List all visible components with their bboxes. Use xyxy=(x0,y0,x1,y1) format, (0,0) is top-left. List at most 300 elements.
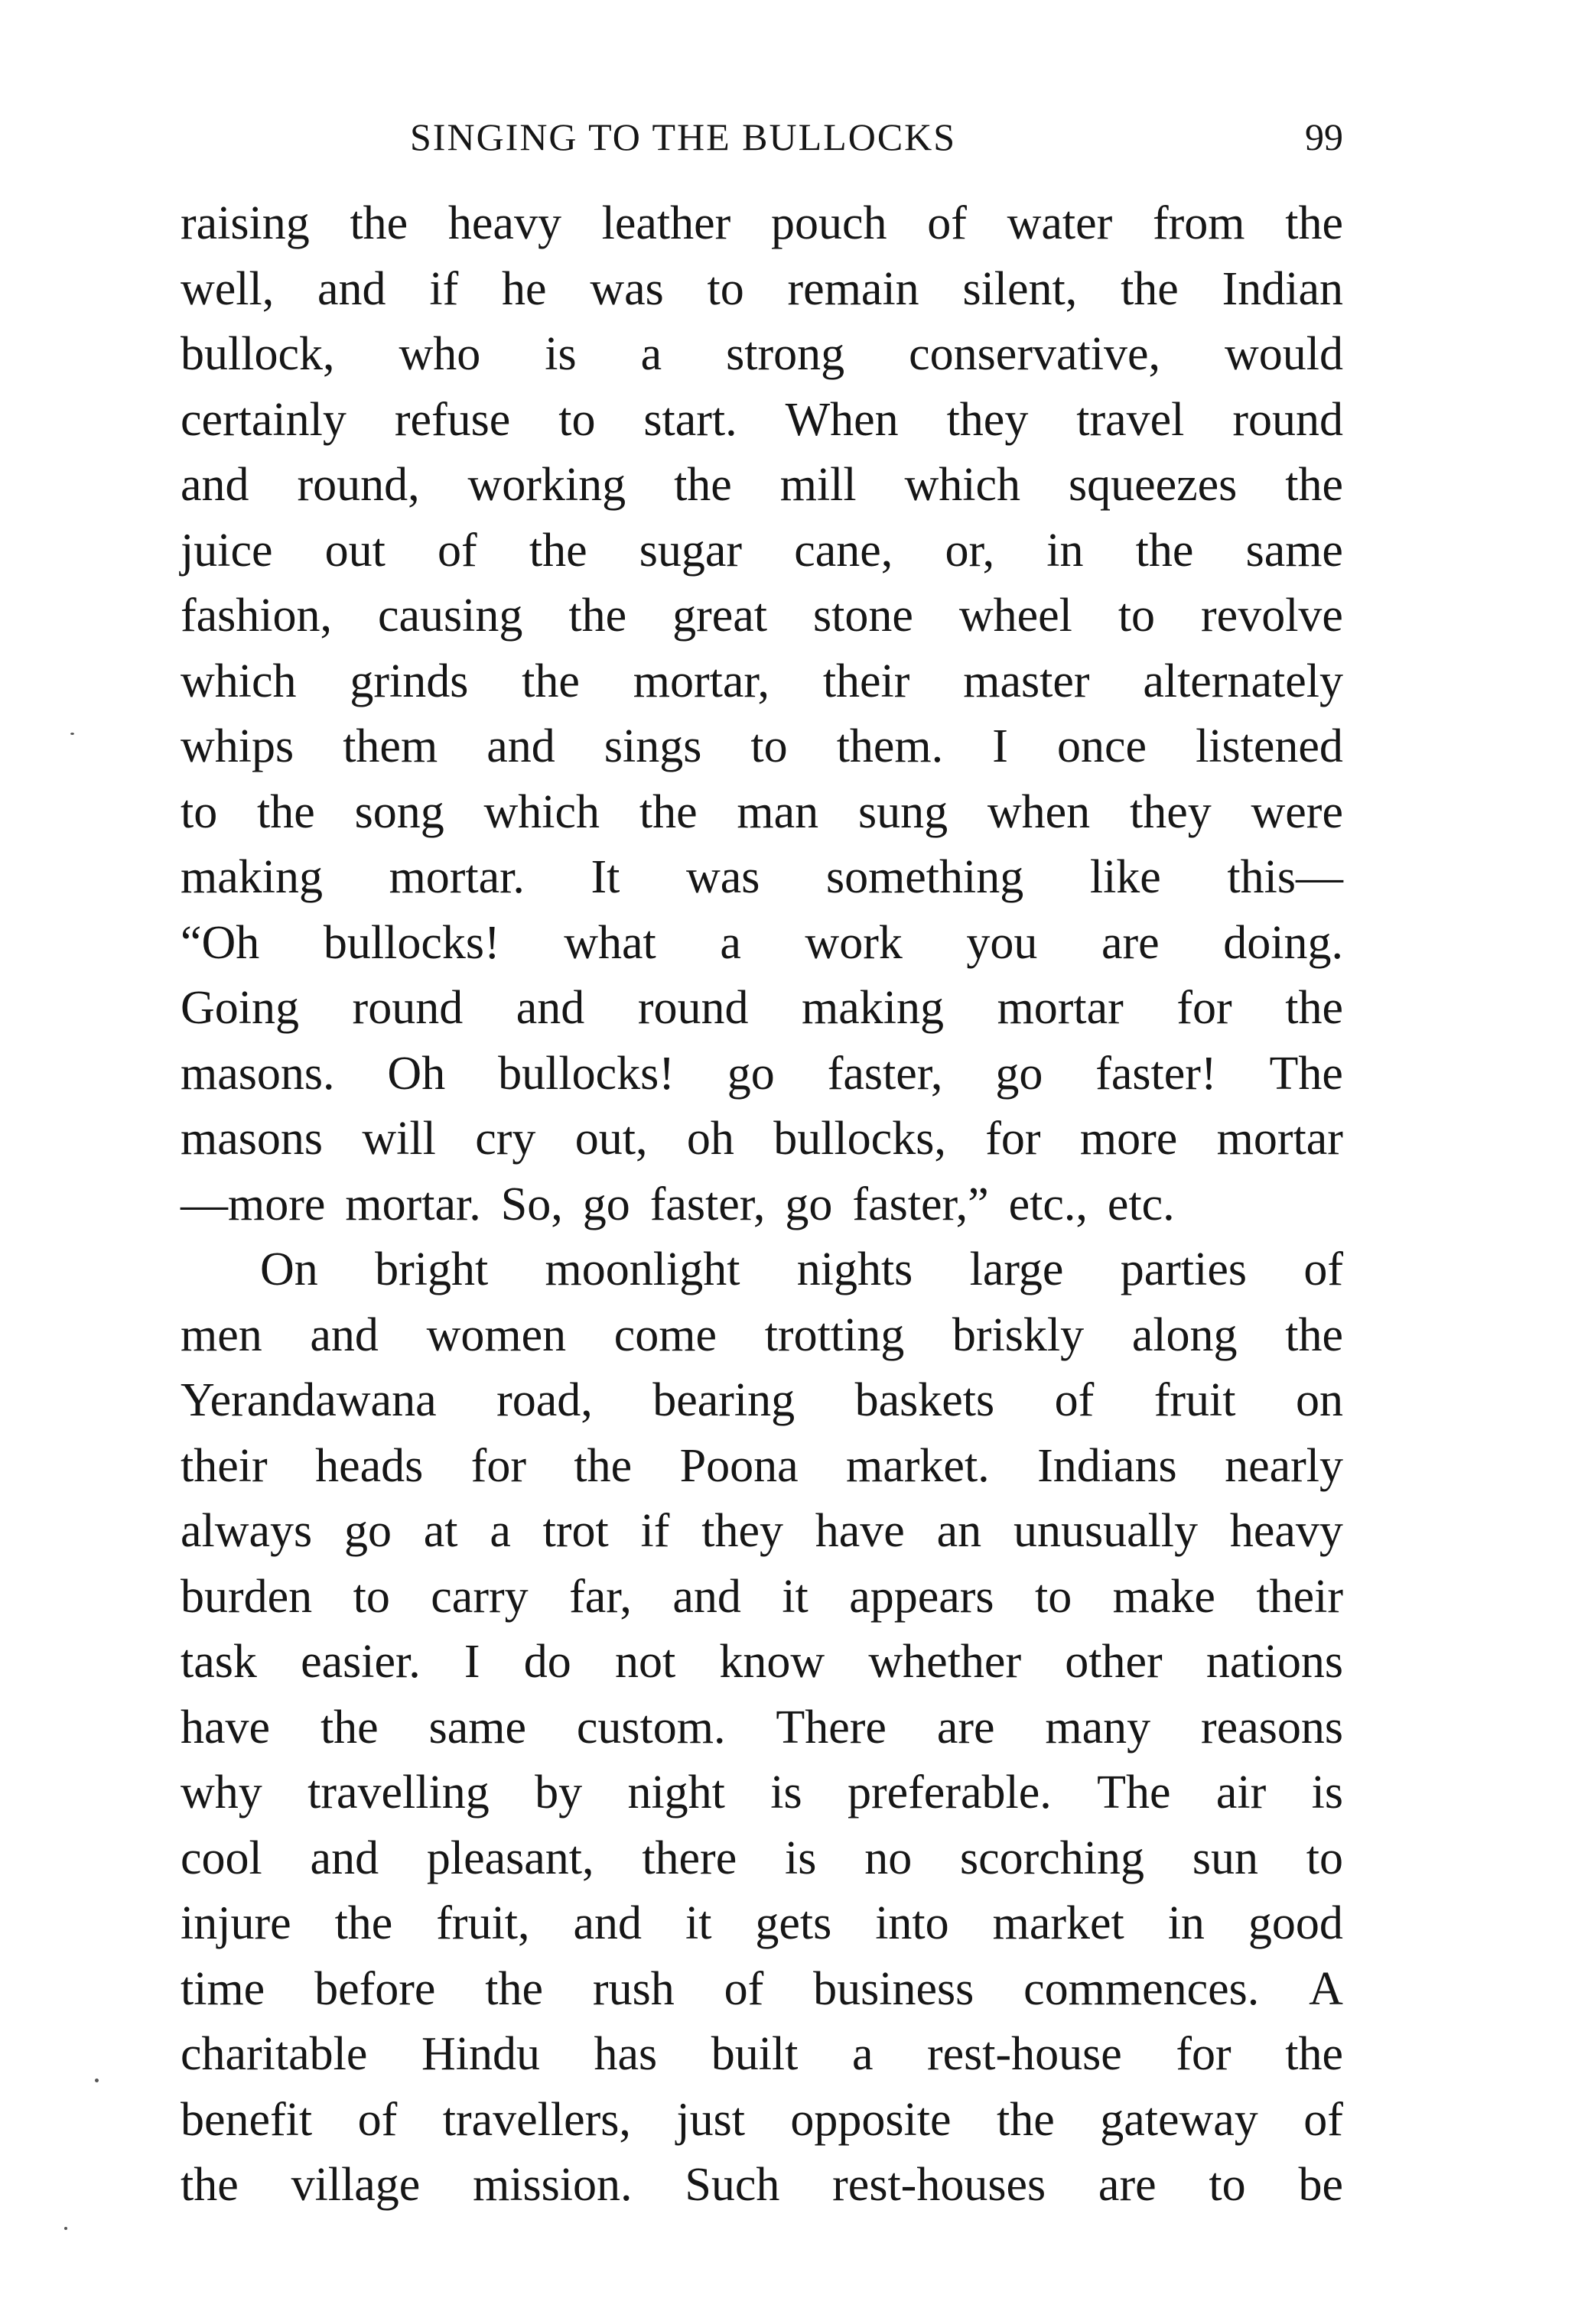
word: have xyxy=(181,1701,271,1754)
running-head xyxy=(181,115,1343,161)
word: mortar. xyxy=(345,1178,481,1230)
word: travel xyxy=(1076,393,1185,446)
word: go xyxy=(727,1047,775,1100)
word: who xyxy=(399,328,481,380)
word: of xyxy=(438,524,477,577)
word: certainly xyxy=(181,393,347,446)
word: work xyxy=(805,916,903,969)
word: are xyxy=(936,1701,995,1754)
word: the xyxy=(529,524,587,577)
word: bearing xyxy=(652,1374,796,1426)
word: juice xyxy=(181,524,273,577)
word: On xyxy=(260,1243,318,1295)
word: heavy xyxy=(1229,1505,1343,1557)
word: squeezes xyxy=(1068,459,1238,511)
word: fashion, xyxy=(181,590,333,642)
word: When xyxy=(785,393,899,446)
word: go xyxy=(582,1178,630,1230)
text-line xyxy=(181,1826,1343,1892)
word: and xyxy=(486,720,555,772)
text-line xyxy=(181,780,1343,846)
word: easier. xyxy=(301,1636,421,1688)
word: and xyxy=(516,982,585,1034)
word: faster! xyxy=(1095,1047,1217,1100)
word: Oh xyxy=(387,1047,446,1100)
text-line xyxy=(181,1042,1343,1107)
word: heavy xyxy=(447,197,561,249)
word: was xyxy=(685,851,760,903)
word: mill xyxy=(779,459,857,511)
word: of xyxy=(927,197,967,249)
word: you xyxy=(966,916,1038,969)
word: Indians xyxy=(1037,1439,1177,1492)
word: to xyxy=(707,262,744,315)
word: gets xyxy=(755,1897,832,1949)
word: Hindu xyxy=(421,2028,540,2080)
word: in xyxy=(1167,1897,1205,1949)
word: if xyxy=(429,262,459,315)
word: stone xyxy=(812,590,913,642)
word: an xyxy=(936,1505,982,1557)
print-speck xyxy=(95,2079,99,2082)
word: this— xyxy=(1227,851,1343,903)
text-line xyxy=(181,1368,1343,1434)
word: they xyxy=(1129,785,1212,838)
text-line xyxy=(181,1172,1343,1238)
word: sung xyxy=(857,785,948,838)
word: commences. xyxy=(1023,1962,1260,2015)
word: from xyxy=(1153,197,1245,249)
word: reasons xyxy=(1201,1701,1343,1754)
word: and xyxy=(672,1570,741,1623)
word: into xyxy=(875,1897,949,1949)
word: the xyxy=(639,785,698,838)
word: So, xyxy=(500,1178,563,1230)
word: road, xyxy=(496,1374,593,1426)
text-line xyxy=(181,845,1343,911)
word: Such xyxy=(685,2159,780,2211)
word: faster,” xyxy=(852,1178,989,1230)
text-line xyxy=(181,583,1343,649)
word: bullocks! xyxy=(323,916,500,969)
word: cry xyxy=(475,1113,536,1165)
word: to xyxy=(558,393,596,446)
word: baskets xyxy=(854,1374,995,1426)
word: round xyxy=(1232,393,1343,446)
word: rest-house xyxy=(927,2028,1122,2080)
word: causing xyxy=(378,590,523,642)
word: appears xyxy=(849,1570,994,1623)
word: for xyxy=(985,1113,1041,1165)
word: whether xyxy=(868,1636,1022,1688)
word: go xyxy=(343,1505,392,1557)
word: and xyxy=(317,262,386,315)
word: a xyxy=(490,1505,511,1557)
word: master xyxy=(963,655,1090,707)
word: The xyxy=(1097,1767,1171,1819)
word: making xyxy=(802,982,945,1034)
word: masons. xyxy=(181,1047,335,1100)
word: man xyxy=(737,785,819,838)
word: the xyxy=(1285,1308,1343,1361)
word: nations xyxy=(1205,1636,1343,1688)
word: it xyxy=(685,1897,712,1949)
word: nearly xyxy=(1225,1439,1343,1492)
word: rush xyxy=(592,1962,675,2015)
word: mortar, xyxy=(633,655,769,707)
word: night xyxy=(627,1767,725,1819)
word: was xyxy=(590,262,664,315)
word: same xyxy=(428,1701,526,1754)
word: whips xyxy=(181,720,294,772)
word: once xyxy=(1056,720,1147,772)
word: market xyxy=(992,1897,1124,1949)
word: the xyxy=(568,590,627,642)
word: and xyxy=(310,1308,379,1361)
word: large xyxy=(969,1243,1064,1295)
word: no xyxy=(864,1832,913,1884)
page-number: 99 xyxy=(1305,115,1343,158)
text-line xyxy=(181,1957,1343,2023)
word: the xyxy=(997,2093,1055,2146)
word: the xyxy=(522,655,580,707)
word: preferable. xyxy=(847,1767,1052,1819)
word: there xyxy=(642,1832,737,1884)
word: to xyxy=(1306,1832,1343,1884)
text-line xyxy=(181,453,1343,518)
word: they xyxy=(701,1505,783,1557)
word: start. xyxy=(643,393,737,446)
word: to xyxy=(181,785,218,838)
word: remain xyxy=(787,262,919,315)
text-line xyxy=(181,1499,1343,1565)
word: good xyxy=(1248,1897,1343,1949)
word: sun xyxy=(1192,1832,1258,1884)
word: grinds xyxy=(350,655,469,707)
word: out, xyxy=(574,1113,648,1165)
word: mortar xyxy=(997,982,1124,1034)
word: just xyxy=(676,2093,745,2146)
word: There xyxy=(776,1701,887,1754)
word: if xyxy=(640,1505,670,1557)
text-line xyxy=(181,257,1343,323)
text-line xyxy=(181,1695,1343,1761)
word: go xyxy=(785,1178,833,1230)
word: the xyxy=(1285,2028,1343,2080)
word: heads xyxy=(315,1439,424,1492)
word: I xyxy=(992,720,1008,772)
word: at xyxy=(423,1505,458,1557)
word: the xyxy=(181,2159,239,2211)
word: mission. xyxy=(473,2159,633,2211)
text-line xyxy=(181,976,1343,1042)
text-line xyxy=(181,1303,1343,1369)
word: are xyxy=(1101,916,1160,969)
text-line xyxy=(181,1107,1343,1172)
word: men xyxy=(181,1308,262,1361)
word: wheel xyxy=(958,590,1072,642)
word: fruit xyxy=(1153,1374,1236,1426)
word: parties xyxy=(1120,1243,1248,1295)
word: etc., xyxy=(1008,1178,1088,1230)
word: not xyxy=(614,1636,676,1688)
text-line xyxy=(181,2088,1343,2153)
word: and xyxy=(181,459,249,511)
word: benefit xyxy=(181,2093,313,2146)
word: have xyxy=(815,1505,905,1557)
word: I xyxy=(464,1636,480,1688)
text-line xyxy=(181,1565,1343,1630)
word: them. xyxy=(836,720,944,772)
word: to xyxy=(1034,1570,1072,1623)
word: working xyxy=(467,459,626,511)
word: round xyxy=(352,982,464,1034)
word: mortar. xyxy=(389,851,525,903)
word: moonlight xyxy=(545,1243,740,1295)
word: other xyxy=(1065,1636,1163,1688)
text-line xyxy=(181,2022,1343,2088)
word: out xyxy=(324,524,386,577)
running-title: SINGING TO THE BULLOCKS xyxy=(410,115,957,158)
word: he xyxy=(502,262,547,315)
word: injure xyxy=(181,1897,291,1949)
word: great xyxy=(672,590,767,642)
word: more xyxy=(1079,1113,1178,1165)
word: to xyxy=(1118,590,1156,642)
word: pouch xyxy=(771,197,887,249)
word: revolve xyxy=(1201,590,1343,642)
word: song xyxy=(354,785,444,838)
word: raising xyxy=(181,197,310,249)
word: the xyxy=(1285,982,1343,1034)
word: come xyxy=(613,1308,717,1361)
word: of xyxy=(724,1962,764,2015)
body-text xyxy=(181,191,1343,2218)
word: far, xyxy=(569,1570,632,1623)
word: The xyxy=(1269,1047,1343,1100)
text-line xyxy=(181,322,1343,388)
word: for xyxy=(1176,2028,1231,2080)
word: is xyxy=(785,1832,817,1884)
word: silent, xyxy=(962,262,1078,315)
text-line xyxy=(181,911,1343,977)
word: the xyxy=(1121,262,1179,315)
word: sugar xyxy=(639,524,743,577)
word: the xyxy=(350,197,408,249)
word: travellers, xyxy=(442,2093,631,2146)
word: cane, xyxy=(794,524,893,577)
word: market. xyxy=(846,1439,990,1492)
word: make xyxy=(1112,1570,1215,1623)
word: of xyxy=(1303,2093,1343,2146)
word: opposite xyxy=(790,2093,952,2146)
word: to xyxy=(1209,2159,1246,2211)
word: charitable xyxy=(181,2028,368,2080)
word: sings xyxy=(604,720,702,772)
word: the xyxy=(257,785,315,838)
word: burden xyxy=(181,1570,313,1623)
word: etc. xyxy=(1107,1178,1175,1230)
word: strong xyxy=(726,328,845,380)
word: women xyxy=(426,1308,567,1361)
word: for xyxy=(1176,982,1232,1034)
word: pleasant, xyxy=(426,1832,594,1884)
word: do xyxy=(523,1636,571,1688)
word: Poona xyxy=(679,1439,799,1492)
word: of xyxy=(357,2093,398,2146)
word: along xyxy=(1131,1308,1238,1361)
word: the xyxy=(485,1962,544,2015)
word: alternately xyxy=(1143,655,1343,707)
word: scorching xyxy=(959,1832,1145,1884)
word: business xyxy=(813,1962,974,2015)
word: air xyxy=(1215,1767,1267,1819)
word: Yerandawana xyxy=(181,1374,437,1426)
word: what xyxy=(564,916,656,969)
word: time xyxy=(181,1962,265,2015)
text-line xyxy=(181,1760,1343,1826)
word: bullocks! xyxy=(498,1047,675,1100)
word: carry xyxy=(431,1570,529,1623)
word: the xyxy=(1285,197,1343,249)
word: built xyxy=(711,2028,799,2080)
word: would xyxy=(1224,328,1343,380)
word: are xyxy=(1098,2159,1157,2211)
word: know xyxy=(719,1636,825,1688)
word: unusually xyxy=(1013,1505,1199,1557)
word: which xyxy=(181,655,297,707)
word: the xyxy=(574,1439,633,1492)
word: of xyxy=(1303,1243,1343,1295)
word: listened xyxy=(1196,720,1343,772)
word: them xyxy=(343,720,438,772)
word: gateway xyxy=(1100,2093,1258,2146)
word: or, xyxy=(945,524,995,577)
word: faster, xyxy=(827,1047,943,1100)
word: doing. xyxy=(1223,916,1343,969)
word: for xyxy=(470,1439,526,1492)
word: the xyxy=(320,1701,379,1754)
word: same xyxy=(1245,524,1343,577)
word: their xyxy=(1256,1570,1343,1623)
word: bullock, xyxy=(181,328,335,380)
word: the xyxy=(1135,524,1194,577)
word: well, xyxy=(181,262,275,315)
print-speck xyxy=(64,2227,67,2230)
word: by xyxy=(535,1767,583,1819)
word: which xyxy=(483,785,600,838)
word: making xyxy=(181,851,323,903)
word: will xyxy=(362,1113,436,1165)
word: fruit, xyxy=(436,1897,530,1949)
word: the xyxy=(1285,459,1343,511)
word: round, xyxy=(297,459,420,511)
word: something xyxy=(825,851,1024,903)
word: nights xyxy=(796,1243,913,1295)
word: bright xyxy=(375,1243,489,1295)
word: mortar xyxy=(1216,1113,1343,1165)
text-line xyxy=(181,649,1343,715)
word: a xyxy=(640,328,662,380)
word: which xyxy=(904,459,1021,511)
word: it xyxy=(782,1570,809,1623)
word: rest-houses xyxy=(832,2159,1046,2211)
text-line xyxy=(181,388,1343,453)
word: cool xyxy=(181,1832,262,1884)
word: faster, xyxy=(649,1178,766,1230)
print-speck xyxy=(70,733,74,735)
word: refuse xyxy=(394,393,511,446)
word: trot xyxy=(542,1505,609,1557)
word: to xyxy=(750,720,788,772)
word: has xyxy=(594,2028,658,2080)
word: go xyxy=(995,1047,1043,1100)
text-line xyxy=(181,518,1343,584)
text-line xyxy=(181,1630,1343,1695)
word: their xyxy=(181,1439,268,1492)
word: trotting xyxy=(764,1308,905,1361)
word: masons xyxy=(181,1113,323,1165)
word: to xyxy=(353,1570,390,1623)
word: a xyxy=(720,916,741,969)
word: bullocks, xyxy=(773,1113,946,1165)
word: Indian xyxy=(1222,262,1343,315)
word: on xyxy=(1295,1374,1343,1426)
word: the xyxy=(674,459,732,511)
word: and xyxy=(573,1897,643,1949)
word: travelling xyxy=(307,1767,490,1819)
word: is xyxy=(545,328,577,380)
word: in xyxy=(1046,524,1084,577)
word: conservative, xyxy=(909,328,1160,380)
text-line xyxy=(181,1891,1343,1957)
text-line xyxy=(181,1434,1343,1500)
text-line xyxy=(181,714,1343,780)
word: of xyxy=(1054,1374,1095,1426)
word: leather xyxy=(601,197,731,249)
word: and xyxy=(310,1832,379,1884)
word: is xyxy=(1311,1767,1343,1819)
word: like xyxy=(1089,851,1161,903)
word: when xyxy=(987,785,1091,838)
word: Going xyxy=(181,982,299,1034)
word: custom. xyxy=(576,1701,726,1754)
word: always xyxy=(181,1505,313,1557)
word: they xyxy=(946,393,1029,446)
word: before xyxy=(314,1962,436,2015)
text-line xyxy=(181,1237,1343,1303)
text-line xyxy=(181,191,1343,257)
word: a xyxy=(851,2028,874,2080)
word: oh xyxy=(686,1113,734,1165)
word: be xyxy=(1298,2159,1343,2211)
word: round xyxy=(637,982,749,1034)
word: briskly xyxy=(952,1308,1085,1361)
word: water xyxy=(1007,197,1113,249)
word: —more xyxy=(181,1178,326,1230)
word: is xyxy=(770,1767,802,1819)
word: were xyxy=(1251,785,1343,838)
word: their xyxy=(822,655,910,707)
word: the xyxy=(334,1897,393,1949)
text-line xyxy=(181,2153,1343,2218)
word: A xyxy=(1309,1962,1343,2015)
word: “Oh xyxy=(181,916,260,969)
word: why xyxy=(181,1767,262,1819)
word: It xyxy=(591,851,620,903)
word: task xyxy=(181,1636,257,1688)
word: many xyxy=(1045,1701,1151,1754)
